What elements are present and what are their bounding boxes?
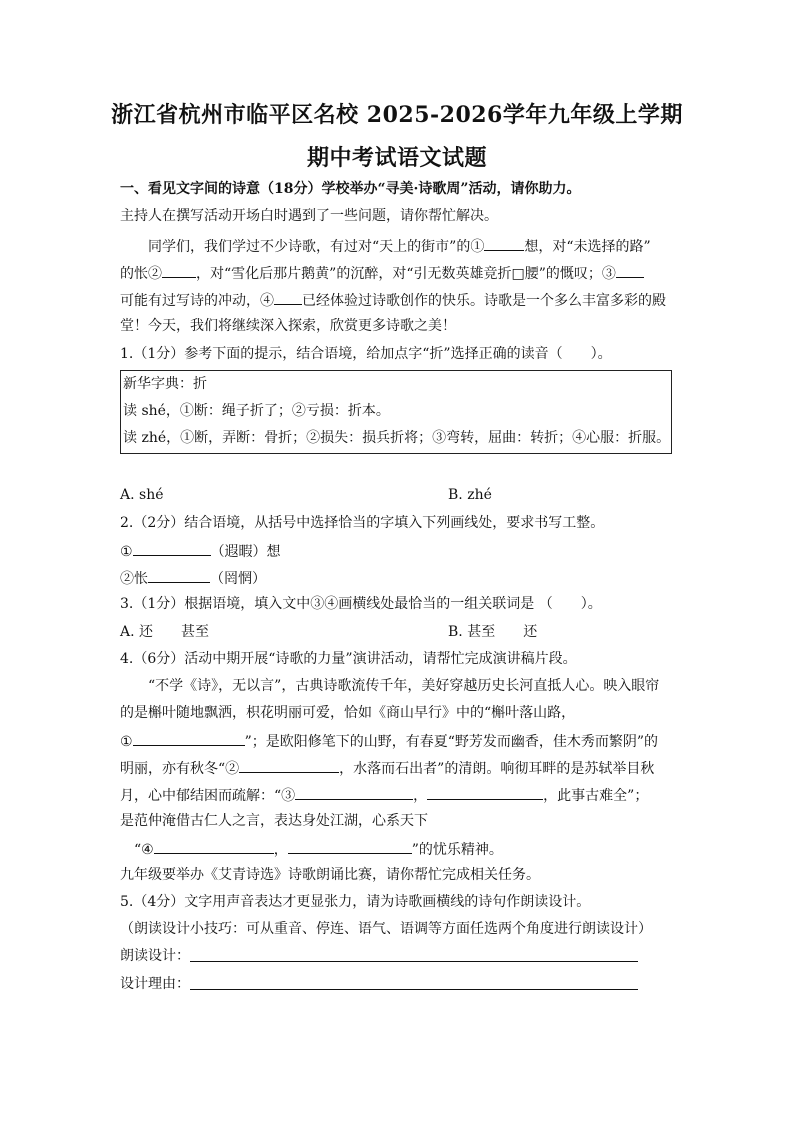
q3-option-a[interactable]: A. 还 甚至 [120, 624, 210, 640]
q2-item2-text: （罔惘） [210, 571, 266, 587]
question-4: 4.（6分）活动中期开展“诗歌的力量”演讲活动，请帮忙完成演讲稿片段。 [120, 651, 577, 667]
question-5: 5.（4分）文字用声音表达才更显张力，请为诗歌画横线的诗句作朗读设计。 [120, 894, 591, 910]
para1-line2-a: 的怅② [120, 266, 162, 282]
q4-line3-b: ”；是欧阳修笔下的山野，有春夏“野芳发而幽香，佳木秀而繁阴”的 [244, 734, 659, 750]
blank-3[interactable] [616, 263, 644, 278]
dict-line3: 读 zhé，①断，弄断：骨折；②损失：损兵折将；③弯转，屈曲：转折；④心服：折服。 [123, 430, 671, 446]
q4-line6: 是范仲淹借古仁人之言，表达身处江湖，心系天下 [120, 813, 428, 829]
para1-line1-b: 想，对“未选择的路” [524, 239, 651, 255]
q4-line2: 的是槲叶随地飘洒，枳花明丽可爱，恰如《商山早行》中的“槲叶落山路， [120, 705, 576, 721]
q2-blank-2[interactable] [148, 568, 210, 583]
dict-line1: 新华字典：折 [123, 376, 207, 392]
q4-line3-a: ① [120, 734, 133, 750]
q4-line4-b: ，水落而石出者”的清朗。响彻耳畔的是苏轼举目秋 [339, 761, 655, 777]
q4-line4 [120, 758, 654, 778]
q5-design-label: 朗读设计： [120, 948, 190, 964]
q4-line5-b: ， [413, 788, 428, 804]
para1-line2 [120, 263, 644, 283]
q4-blank-1[interactable] [133, 731, 245, 746]
q4-line4-a: 明丽，亦有秋冬“② [120, 761, 240, 777]
q2-blank-1[interactable] [133, 541, 211, 556]
q4-blank-4b[interactable] [288, 839, 412, 854]
q4-line7-c: ”的忧乐精神。 [411, 842, 503, 858]
q4-line7-a: “④ [134, 842, 154, 858]
q4-blank-3b[interactable] [427, 785, 543, 800]
para1-line3-a: 可能有过写诗的冲动，④ [120, 293, 274, 309]
q4-blank-4a[interactable] [154, 839, 274, 854]
blank-4[interactable] [274, 290, 302, 305]
q5-reason-label: 设计理由： [120, 976, 190, 992]
q2-item2-prefix: ②怅 [120, 571, 148, 587]
q4-line7 [134, 839, 503, 859]
q2-item1-text: （遐暇）想 [210, 544, 281, 560]
exam-title-line2: 期中考试语文试题 [306, 145, 487, 171]
q4-line1: “不学《诗》，无以言”，古典诗歌流传千年，美好穿越历史长河直抵人心。映入眼帘 [148, 678, 660, 694]
section1-heading: 一、看见文字间的诗意（18分）学校举办“寻美·诗歌周”活动，请你助力。 [120, 181, 581, 197]
question-2: 2.（2分）结合语境，从括号中选择恰当的字填入下列画线处，要求书写工整。 [120, 515, 605, 531]
blank-2[interactable] [162, 263, 196, 278]
q4-line5-a: 月，心中郁结困而疏解：“③ [120, 788, 296, 804]
q4-line5 [120, 785, 648, 805]
q5-reason-answer-line[interactable] [190, 989, 638, 990]
exam-title-line1: 浙江省杭州市临平区名校 2025-2026学年九年级上学期 [111, 102, 683, 128]
para1-line4: 堂！今天，我们将继续深入探索，欣赏更多诗歌之美！ [120, 318, 456, 334]
q4-line7-b: ， [273, 842, 288, 858]
question-1: 1.（1分）参考下面的提示，结合语境，给加点字“折”选择正确的读音（ ）。 [120, 346, 612, 362]
q2-item-2 [120, 568, 266, 588]
dict-line2: 读 shé，①断：绳子折了；②亏损：折本。 [123, 403, 390, 419]
intro-text: 主持人在撰写活动开场白时遇到了一些问题，请你帮忙解决。 [120, 208, 498, 224]
para1-line2-b: ，对“雪化后那片鹅黄”的沉醉，对“引无数英雄竞折□腰”的慨叹；③ [196, 266, 616, 282]
q2-item1-marker: ① [120, 544, 133, 560]
para1-line1-a: 同学们，我们学过不少诗歌，有过对“天上的街市”的① [148, 239, 485, 255]
blank-1[interactable] [484, 236, 524, 251]
para1-line1 [148, 236, 651, 256]
q4-blank-3a[interactable] [295, 785, 413, 800]
q5-tip: （朗读设计小技巧：可从重音、停连、语气、语调等方面任选两个角度进行朗读设计） [120, 921, 652, 937]
context-2: 九年级要举办《艾青诗选》诗歌朗诵比赛，请你帮忙完成相关任务。 [120, 867, 540, 883]
q3-option-b[interactable]: B. 甚至 还 [448, 624, 538, 640]
q2-item-1 [120, 541, 281, 561]
q4-line5-c: ，此事古难全”； [543, 788, 649, 804]
para1-line3-b: 已经体验过诗歌创作的快乐。诗歌是一个多么丰富多彩的殿 [302, 293, 666, 309]
q1-option-a[interactable]: A. shé [120, 487, 164, 503]
q4-line3 [120, 731, 658, 751]
q4-blank-2[interactable] [239, 758, 339, 773]
q5-design-answer-line[interactable] [190, 961, 638, 962]
q1-option-b[interactable]: B. zhé [448, 487, 492, 503]
dictionary-box [120, 370, 672, 454]
para1-line3 [120, 290, 666, 310]
question-3: 3.（1分）根据语境，填入文中③④画横线处最恰当的一组关联词是 （ ）。 [120, 596, 602, 612]
